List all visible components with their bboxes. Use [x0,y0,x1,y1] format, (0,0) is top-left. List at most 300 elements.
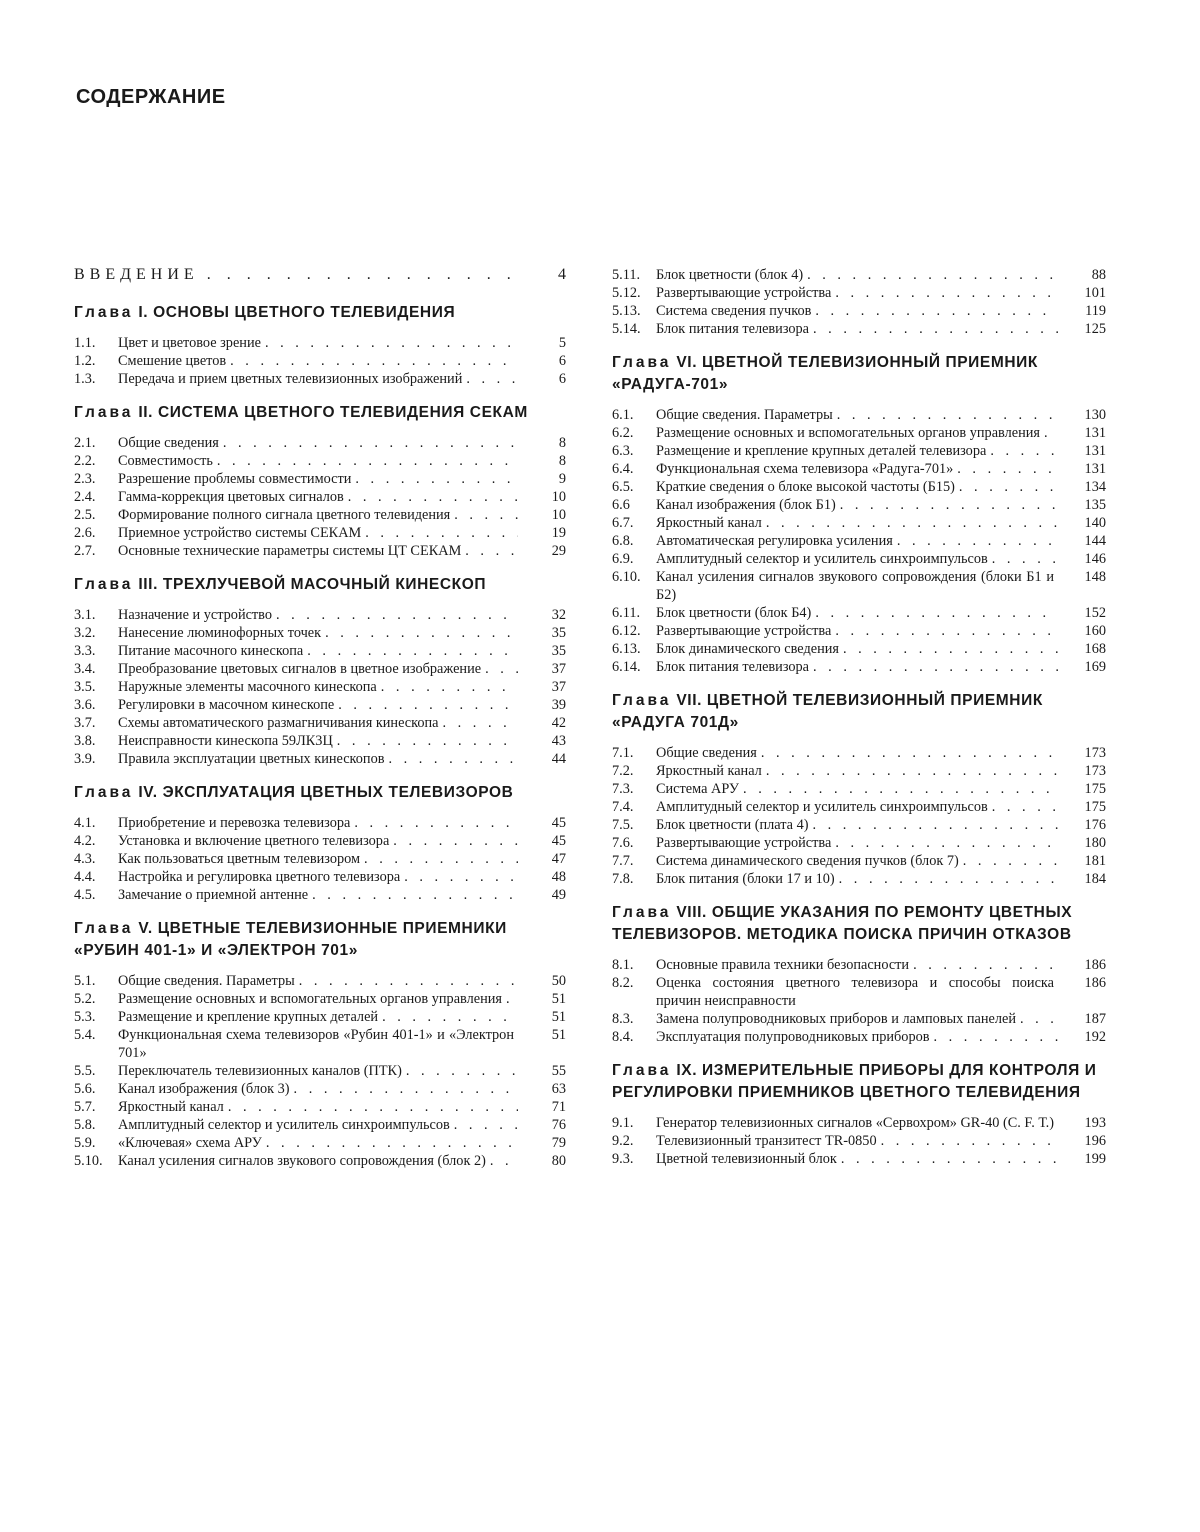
entry-number: 5.1. [74,972,118,990]
entry-number: 4.1. [74,814,118,832]
entry-body [118,1116,518,1134]
entry-number: 8.3. [612,1010,656,1028]
entry-number: 4.2. [74,832,118,850]
toc-entry[interactable] [74,678,566,696]
entry-page: 192 [1058,1028,1106,1046]
toc-entry[interactable] [74,972,566,990]
entry-number: 8.1. [612,956,656,974]
leader-dots [439,714,519,732]
entry-number: 7.4. [612,798,656,816]
entry-body [118,1008,518,1026]
entry-page: 146 [1058,550,1106,568]
entry-body [118,506,518,524]
chapter-title: III. ТРЕХЛУЧЕВОЙ МАСОЧНЫЙ КИНЕСКОП [138,576,486,593]
leader-dots [295,972,518,990]
leader-dots [839,640,1058,658]
chapter-heading[interactable] [74,782,566,804]
chapter-heading[interactable] [612,902,1106,946]
toc-entry[interactable] [612,266,1106,284]
entry-page: 29 [518,542,566,560]
entry-title: Система динамического сведения пучков (блок 7) [656,852,959,870]
entry-number: 3.2. [74,624,118,642]
leader-dots [831,622,1058,640]
entry-body [656,604,1058,622]
leader-dots [360,850,518,868]
entry-number: 6.14. [612,658,656,676]
entry-body [118,524,518,542]
entry-title: Функциональная схема телевизоров «Рубин 401-1» и «Электрон 701» [118,1026,514,1062]
entry-title: Генератор телевизионных сигналов «Сервохром» GR-40 (С. F. Т.) [656,1114,1054,1132]
toc-intro[interactable] [74,266,566,288]
chapter-title: I. ОСНОВЫ ЦВЕТНОГО ТЕЛЕВИДЕНИЯ [138,304,455,321]
leader-dots [378,1008,518,1026]
toc-entry[interactable] [612,622,1106,640]
toc-entry[interactable] [612,1114,1106,1132]
page-title: СОДЕРЖАНИЕ [76,86,226,109]
toc-entry[interactable] [612,532,1106,550]
toc-entry[interactable] [74,352,566,370]
toc-entry[interactable] [612,514,1106,532]
toc-entry[interactable] [612,1010,1106,1028]
entry-number: 5.8. [74,1116,118,1134]
leader-dots [930,1028,1059,1046]
entry-title: Краткие сведения о блоке высокой частоты (Б15) [656,478,955,496]
entry-body [118,452,518,470]
toc-entry[interactable] [612,1132,1106,1150]
toc-column-right [612,266,1106,1168]
toc-entry[interactable] [74,606,566,624]
leader-dots [226,352,518,370]
entry-title: Замена полупроводниковых приборов и ламповых панелей [656,1010,1016,1028]
toc-entry[interactable] [612,406,1106,424]
entry-body [656,816,1058,834]
entry-page: 131 [1058,442,1106,460]
entry-body [656,744,1058,762]
toc-entry[interactable] [74,452,566,470]
toc-entry[interactable] [612,870,1106,888]
entry-title: Неисправности кинескопа 59ЛК3Ц [118,732,333,750]
toc-entry[interactable] [612,780,1106,798]
entry-number: 5.5. [74,1062,118,1080]
leader-dots [350,814,518,832]
chapter-heading[interactable] [612,690,1106,734]
entry-body [118,352,518,370]
chapter-title: VIII. ОБЩИЕ УКАЗАНИЯ ПО РЕМОНТУ ЦВЕТНЫХ ТЕЛЕВИЗОРОВ. МЕТОДИКА ПОИСКА ПРИЧИН ОТКАЗОВ [612,904,1072,943]
toc-entry[interactable] [612,320,1106,338]
entry-page: 6 [518,352,566,370]
entry-body [656,478,1058,496]
entry-title: Гамма-коррекция цветовых сигналов [118,488,344,506]
entry-body [118,470,518,488]
leader-dots [762,514,1058,532]
entry-page: 19 [518,524,566,542]
entry-title: Функциональная схема телевизора «Радуга-701» [656,460,953,478]
entry-body [656,974,1058,1010]
entry-number: 3.4. [74,660,118,678]
entry-page: 181 [1058,852,1106,870]
entry-number: 9.1. [612,1114,656,1132]
chapter-prefix: Глава [74,784,133,801]
leader-dots [757,744,1058,762]
entry-page: 50 [518,972,566,990]
leader-dots [450,1116,518,1134]
toc-entry[interactable] [74,624,566,642]
entry-body [656,496,1058,514]
entry-number: 7.8. [612,870,656,888]
entry-body [656,852,1058,870]
toc-entry[interactable] [612,816,1106,834]
entry-page: 119 [1058,302,1106,320]
toc-entry[interactable] [612,834,1106,852]
entry-body [118,750,518,768]
entry-page: 32 [518,606,566,624]
leader-dots [486,1152,518,1170]
entry-page: 88 [1058,266,1106,284]
entry-body [118,606,518,624]
toc-entry[interactable] [612,762,1106,780]
leader-dots [384,750,518,768]
toc-entry[interactable] [74,488,566,506]
entry-page: 71 [518,1098,566,1116]
entry-title: Питание масочного кинескопа [118,642,303,660]
toc-entry[interactable] [74,814,566,832]
toc-entry[interactable] [612,640,1106,658]
entry-page: 39 [518,696,566,714]
entry-number: 7.6. [612,834,656,852]
chapter-heading[interactable] [612,352,1106,396]
chapter-prefix: Глава [612,1062,671,1079]
entry-number: 3.3. [74,642,118,660]
entry-page: 9 [518,470,566,488]
leader-dots [290,1080,518,1098]
entry-body [656,532,1058,550]
entry-number: 1.2. [74,352,118,370]
entry-number: 5.4. [74,1026,118,1062]
entry-body [656,762,1058,780]
entry-title: Блок цветности (блок 4) [656,266,803,284]
toc-entry[interactable] [612,604,1106,622]
entry-page: 8 [518,434,566,452]
leader-dots [213,452,518,470]
chapter-title: V. ЦВЕТНЫЕ ТЕЛЕВИЗИОННЫЕ ПРИЕМНИКИ «РУБИН 401-1» И «ЭЛЕКТРОН 701» [74,920,507,959]
entry-number: 3.1. [74,606,118,624]
toc-entry[interactable] [74,832,566,850]
entry-body [118,696,518,714]
toc-entry[interactable] [74,868,566,886]
leader-dots [261,334,518,352]
entry-number: 5.2. [74,990,118,1008]
entry-title: Развертывающие устройства [656,622,831,640]
entry-number: 9.2. [612,1132,656,1150]
entry-page: 168 [1058,640,1106,658]
toc-entry[interactable] [74,1026,566,1062]
entry-page: 134 [1058,478,1106,496]
entry-body [656,302,1058,320]
toc-entry[interactable] [612,798,1106,816]
chapter-heading[interactable] [612,1060,1106,1104]
chapter-heading[interactable] [74,302,566,324]
entry-number: 6.4. [612,460,656,478]
entry-title: Система АРУ [656,780,739,798]
entry-page: 135 [1058,496,1106,514]
toc-entry[interactable] [612,284,1106,302]
entry-page: 173 [1058,744,1106,762]
leader-dots [831,284,1058,302]
entry-body [118,488,518,506]
entry-number: 7.2. [612,762,656,780]
entry-page: 35 [518,642,566,660]
entry-title: Канал усиления сигналов звукового сопровождения (блок 2) [118,1152,486,1170]
toc-entry[interactable] [74,732,566,750]
toc-entry[interactable] [74,850,566,868]
leader-dots [959,852,1058,870]
entry-number: 5.14. [612,320,656,338]
entry-body [118,714,518,732]
leader-dots [739,780,1058,798]
leader-dots [321,624,518,642]
entry-page: 148 [1058,568,1106,604]
entry-page: 5 [518,334,566,352]
entry-title: Развертывающие устройства [656,284,831,302]
entry-body [118,642,518,660]
entry-number: 6.8. [612,532,656,550]
entry-title: Наружные элементы масочного кинескопа [118,678,377,696]
entry-number: 4.5. [74,886,118,904]
leader-dots [334,696,518,714]
toc-entry[interactable] [612,852,1106,870]
toc-entry[interactable] [612,744,1106,762]
toc-entry[interactable] [612,442,1106,460]
toc-entry[interactable] [74,660,566,678]
entry-title: Разрешение проблемы совместимости [118,470,351,488]
leader-dots [400,868,518,886]
entry-body [656,266,1058,284]
leader-dots [803,266,1058,284]
toc-entry[interactable] [612,460,1106,478]
entry-title: Амплитудный селектор и усилитель синхроимпульсов [656,798,988,816]
entry-page: 76 [518,1116,566,1134]
entry-number: 5.9. [74,1134,118,1152]
entry-title: Блок питания (блоки 17 и 10) [656,870,835,888]
toc-entry[interactable] [612,496,1106,514]
entry-title: Оценка состояния цветного телевизора и способы поиска причин неисправности [656,974,1054,1010]
entry-title: Яркостный канал [118,1098,224,1116]
toc-entry[interactable] [74,542,566,560]
entry-title: Основные технические параметры системы ЦТ СЕКАМ [118,542,461,560]
chapter-title: VII. ЦВЕТНОЙ ТЕЛЕВИЗИОННЫЙ ПРИЕМНИК «РАДУГА 701Д» [612,692,1043,731]
entry-body [118,990,518,1008]
entry-body [656,622,1058,640]
entry-body [118,624,518,642]
entry-body [656,460,1058,478]
chapter-prefix: Глава [74,404,133,421]
entry-page: 47 [518,850,566,868]
entry-number: 2.7. [74,542,118,560]
chapter-title: IV. ЭКСПЛУАТАЦИЯ ЦВЕТНЫХ ТЕЛЕВИЗОРОВ [138,784,513,801]
entry-page: 173 [1058,762,1106,780]
entry-body [656,780,1058,798]
entry-body [656,798,1058,816]
entry-body [656,284,1058,302]
entry-body [656,1114,1058,1132]
leader-dots [986,442,1058,460]
entry-body [656,1010,1058,1028]
entry-page: 180 [1058,834,1106,852]
entry-title: Эксплуатация полупроводниковых приборов [656,1028,930,1046]
entry-title: Амплитудный селектор и усилитель синхроимпульсов [656,550,988,568]
toc-entry[interactable] [612,478,1106,496]
entry-title: Канал изображения (блок 3) [118,1080,290,1098]
toc-entry[interactable] [74,642,566,660]
entry-title: Совместимость [118,452,213,470]
entry-page: 169 [1058,658,1106,676]
toc-entry[interactable] [74,370,566,388]
entry-body [656,870,1058,888]
leader-dots [224,1098,518,1116]
toc-entry[interactable] [612,956,1106,974]
entry-number: 7.5. [612,816,656,834]
entry-page: 125 [1058,320,1106,338]
entry-page: 8 [518,452,566,470]
entry-title: Общие сведения [656,744,757,762]
entry-body [118,1134,518,1152]
toc-entry[interactable] [74,434,566,452]
entry-number: 7.3. [612,780,656,798]
toc-entry[interactable] [74,750,566,768]
toc-entry[interactable] [74,506,566,524]
leader-dots [808,816,1058,834]
leader-dots [837,1150,1058,1168]
entry-number: 1.1. [74,334,118,352]
toc-entry[interactable] [612,550,1106,568]
leader-dots [219,434,518,452]
entry-page: 63 [518,1080,566,1098]
entry-number: 3.6. [74,696,118,714]
entry-page: 80 [518,1152,566,1170]
toc-entry[interactable] [612,1150,1106,1168]
toc-entry[interactable] [74,696,566,714]
entry-page: 160 [1058,622,1106,640]
entry-title: Замечание о приемной антенне [118,886,308,904]
toc-entry[interactable] [74,1062,566,1080]
entry-page: 79 [518,1134,566,1152]
toc-entry[interactable] [74,714,566,732]
entry-body [118,732,518,750]
entry-title: Правила эксплуатации цветных кинескопов [118,750,384,768]
entry-body [656,1028,1058,1046]
leader-dots [481,660,518,678]
entry-page: 196 [1058,1132,1106,1150]
entry-page: 48 [518,868,566,886]
entry-body [118,660,518,678]
chapter-prefix: Глава [74,920,133,937]
toc-entry[interactable] [74,470,566,488]
entry-number: 3.7. [74,714,118,732]
chapter-heading[interactable] [74,574,566,596]
leader-dots [351,470,518,488]
entry-title: «Ключевая» схема АРУ [118,1134,262,1152]
toc-entry[interactable] [74,334,566,352]
entry-body [656,568,1058,604]
entry-title: Блок питания телевизора [656,320,809,338]
toc-entry[interactable] [74,1098,566,1116]
entry-page: 144 [1058,532,1106,550]
entry-body [118,370,518,388]
entry-title: Приобретение и перевозка телевизора [118,814,350,832]
entry-number: 7.1. [612,744,656,762]
leader-dots [955,478,1058,496]
entry-title: Амплитудный селектор и усилитель синхроимпульсов [118,1116,450,1134]
entry-page: 186 [1058,956,1106,974]
entry-page: 37 [518,660,566,678]
entry-page: 37 [518,678,566,696]
entry-number: 6.1. [612,406,656,424]
toc-entry[interactable] [612,568,1106,604]
leader-dots [809,658,1058,676]
entry-body [118,334,518,352]
leader-dots [461,542,518,560]
leader-dots [833,406,1058,424]
toc-entry[interactable] [612,424,1106,442]
toc-entry[interactable] [74,1152,566,1170]
toc-entry[interactable] [74,1134,566,1152]
toc-entry[interactable] [74,990,566,1008]
entry-page: 43 [518,732,566,750]
toc-entry[interactable] [612,1028,1106,1046]
entry-page: 51 [518,1008,566,1026]
entry-number: 5.3. [74,1008,118,1026]
entry-title: Переключатель телевизионных каналов (ПТК) [118,1062,402,1080]
entry-page: 175 [1058,780,1106,798]
entry-number: 3.9. [74,750,118,768]
leader-dots [450,506,518,524]
entry-body [656,640,1058,658]
entry-body [118,868,518,886]
entry-body [118,1098,518,1116]
entry-title: Регулировки в масочном кинескопе [118,696,334,714]
chapter-heading[interactable] [74,918,566,962]
toc-entry[interactable] [74,1116,566,1134]
toc-entry[interactable] [612,974,1106,1010]
intro-page: 4 [526,266,566,284]
toc-entry[interactable] [74,1008,566,1026]
entry-title: Яркостный канал [656,762,762,780]
toc-entry[interactable] [74,1080,566,1098]
entry-number: 6.12. [612,622,656,640]
entry-number: 5.10. [74,1152,118,1170]
leader-dots [462,370,518,388]
entry-title: Блок цветности (блок Б4) [656,604,811,622]
toc-entry[interactable] [74,886,566,904]
entry-body [118,850,518,868]
entry-number: 6.9. [612,550,656,568]
entry-title: Цветной телевизионный блок [656,1150,837,1168]
leader-dots [199,266,526,284]
entry-page: 184 [1058,870,1106,888]
entry-title: Цвет и цветовое зрение [118,334,261,352]
entry-page: 193 [1058,1114,1106,1132]
chapter-heading[interactable] [74,402,566,424]
entry-body [656,956,1058,974]
entry-title: Общие сведения [118,434,219,452]
toc-entry[interactable] [612,658,1106,676]
toc-entry[interactable] [74,524,566,542]
entry-title: Приемное устройство системы СЕКАМ [118,524,361,542]
leader-dots [809,320,1058,338]
entry-title: Основные правила техники безопасности [656,956,909,974]
entry-body [656,320,1058,338]
toc-entry[interactable] [612,302,1106,320]
